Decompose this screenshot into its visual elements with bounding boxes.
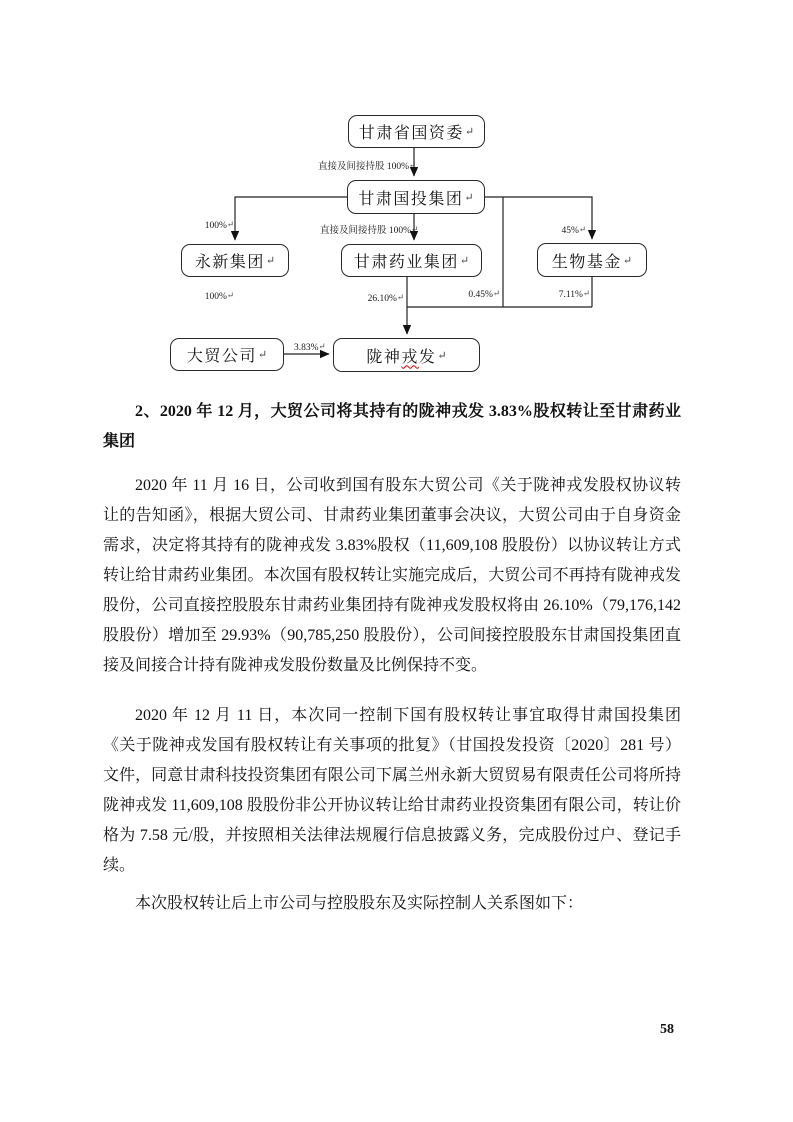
node-label: 发	[418, 348, 437, 366]
edge-label-text: 100%	[204, 292, 227, 302]
edge-label-damao-longshen	[294, 341, 328, 353]
edge-label-text: 直接及间接持股 100%	[318, 162, 410, 172]
paragraph-share-transfer-notice: 2020 年 11 月 16 日，公司收到国有股东大贸公司《关于陇神戎发股权协议转让的告知函》，根据大贸公司、甘肃药业集团董事会决议，大贸公司由于自身资金需求，决定将其持有的陇神戎发 3.83%股权（11,609,108 股股份）以协议转让方式转让给甘肃药业集团。本次国有股权转让实施完成后，大贸公司不再持有陇神戎发股份，公司直接控股股东甘肃药业集团持有陇神戎发股权将由 26.10%（79,176,142 股股份）增加至 29.93%（90,785,250 股股份），公司间接控股股东甘肃国投集团直接及间接合计持有陇神戎发股份数量及比例保持不变。	[103, 477, 681, 674]
edge-label-text: 45%	[561, 226, 579, 236]
return-mark: ↵	[459, 255, 470, 267]
return-mark: ↵	[464, 126, 475, 138]
edge-label-biofund-longshen	[554, 288, 590, 300]
return-mark: ↵	[622, 254, 633, 267]
edge-label-pharma-longshen	[366, 292, 404, 304]
edge-label-text: 26.10%	[367, 294, 397, 304]
page-number: 58	[660, 1022, 674, 1037]
return-mark: ↵	[582, 288, 590, 298]
paragraph-approval-document: 2020 年 12 月 11 日，本次同一控制下国有股权转让事宜取得甘肃国投集团《关于陇神戎发国有股权转让有关事项的批复》（甘国投发投资〔2020〕281 号）文件，同意甘肃科技投资集团有限公司下属兰州永新大贸贸易有限责任公司将所持陇神戎发 11,609,108 股股份非公开协议转让给甘肃药业投资集团有限公司，转让价格为 7.58 元/股，并按照相关法律法规履行信息披露义务，完成股份过户、登记手续。	[103, 707, 681, 874]
return-mark: ↵	[318, 341, 326, 351]
node-longshen	[333, 338, 480, 372]
edge-label-yongxin-damao	[204, 290, 234, 302]
node-label: 甘肃国投集团	[358, 190, 464, 208]
edge-label-guotou-biofund	[558, 224, 586, 236]
node-gansu-pharma	[341, 244, 482, 277]
return-mark: ↵	[492, 288, 500, 298]
node-label: 大贸公司	[186, 348, 257, 365]
node-label: 甘肃药业集团	[353, 254, 459, 271]
edge-label-guotou-pharma	[320, 222, 419, 236]
node-gansu-guotou	[347, 180, 485, 214]
node-label-misspell: 戎	[401, 348, 419, 366]
edge-label-text: 100%	[204, 221, 227, 231]
node-label: 陇神	[366, 348, 402, 366]
node-yongxin	[181, 244, 289, 277]
edge-label-text: 7.11%	[558, 290, 583, 300]
edge-label-guotou-longshen	[462, 288, 500, 300]
return-mark: ↵	[578, 224, 586, 234]
node-bio-fund	[537, 243, 647, 277]
return-mark: ↵	[226, 290, 234, 300]
return-mark: ↵	[257, 349, 268, 361]
document-body	[103, 397, 681, 919]
return-mark: ↵	[396, 292, 404, 302]
return-mark: ↵	[437, 349, 447, 362]
node-label: 生物基金	[551, 253, 622, 271]
ownership-structure-diagram	[0, 0, 793, 400]
edge-label-text: 3.83%	[294, 343, 319, 353]
return-mark: ↵	[411, 224, 419, 234]
return-mark: ↵	[409, 160, 417, 170]
node-damao	[170, 338, 284, 371]
section-heading: 2、2020 年 12 月，大贸公司将其持有的陇神戎发 3.83%股权转让至甘肃药业集团	[103, 403, 681, 450]
node-label: 甘肃省国资委	[358, 125, 464, 142]
edge-label-guotou-yongxin	[204, 219, 234, 231]
edge-label-sasac-guotou	[318, 158, 417, 172]
paragraph-relationship-chart-intro: 本次股权转让后上市公司与控股股东及实际控制人关系图如下：	[135, 895, 584, 912]
return-mark: ↵	[226, 219, 234, 229]
edge-label-text: 直接及间接持股 100%	[320, 226, 412, 236]
return-mark: ↵	[464, 191, 474, 204]
return-mark: ↵	[265, 255, 276, 267]
node-gansu-sasac	[348, 115, 485, 148]
node-label: 永新集团	[194, 254, 265, 271]
edge-label-text: 0.45%	[468, 290, 493, 300]
